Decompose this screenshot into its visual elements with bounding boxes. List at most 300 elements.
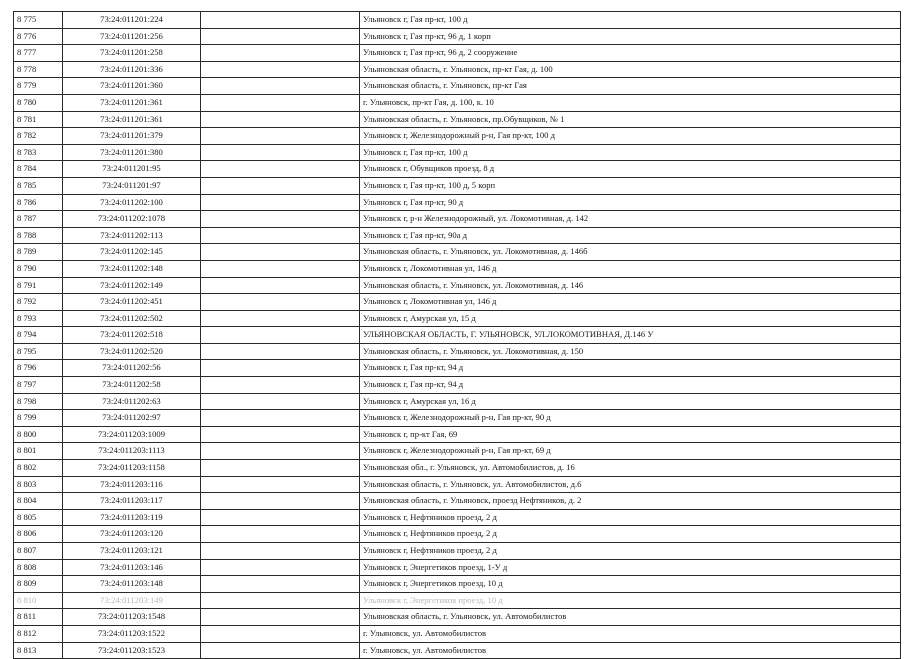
row-number-cell <box>14 61 63 78</box>
row-number-cell-text: 8 795 <box>17 345 37 356</box>
cadastral-number-cell <box>63 294 201 311</box>
cadastral-number-cell <box>63 260 201 277</box>
cadastral-number-cell-text: 73:24:011203:149 <box>100 594 163 605</box>
row-number-cell-text: 8 808 <box>17 561 37 572</box>
address-cell-text: Ульяновск г, Железнодорожный р-н, Гая пр-кт, 69 д <box>363 445 551 456</box>
row-number-cell <box>14 28 63 45</box>
address-cell-text: Ульяновск г, р-н Железнодорожный, ул. Локомотивная, д. 142 <box>363 213 589 224</box>
row-number-cell-text: 8 782 <box>17 130 37 141</box>
address-cell-text: Ульяновская область, г. Ульяновск, ул. Автомобилистов, д.6 <box>363 478 582 489</box>
cadastral-number-cell-text: 73:24:011202:58 <box>102 379 161 390</box>
cadastral-number-cell <box>63 393 201 410</box>
address-cell-text: Ульяновск г, Локомотивная ул, 146 д <box>363 296 497 307</box>
address-cell-text: г. Ульяновск, ул. Автомобилистов <box>363 644 487 655</box>
cadastral-number-cell <box>63 576 201 593</box>
cadastral-number-cell <box>63 410 201 427</box>
address-cell-text: Ульяновск г, Энергетиков проезд, 10 д <box>363 594 503 605</box>
cadastral-number-cell-text: 73:24:011202:148 <box>100 262 163 273</box>
address-cell <box>360 28 901 45</box>
row-number-cell <box>14 526 63 543</box>
row-number-cell <box>14 343 63 360</box>
row-number-cell <box>14 78 63 95</box>
cadastral-number-cell-text: 73:24:011203:1113 <box>98 445 165 456</box>
address-cell-text: Ульяновск г, Гая пр-кт, 96 д, 2 сооружение <box>363 47 518 58</box>
cadastral-number-cell <box>63 360 201 377</box>
cadastral-number-cell <box>63 161 201 178</box>
row-number-cell <box>14 543 63 560</box>
row-number-cell <box>14 642 63 659</box>
table-row <box>14 476 901 493</box>
address-cell <box>360 327 901 344</box>
address-cell-text: Ульяновск г, Гая пр-кт, 96 д, 1 корп <box>363 30 491 41</box>
note-cell <box>201 592 360 609</box>
row-number-cell <box>14 12 63 29</box>
note-cell <box>201 78 360 95</box>
note-cell <box>201 509 360 526</box>
table-row <box>14 360 901 377</box>
row-number-cell <box>14 509 63 526</box>
address-cell <box>360 244 901 261</box>
address-cell-text: Ульяновск г, Гая пр-кт, 90 д <box>363 196 464 207</box>
address-cell-text: Ульяновск г, Нефтяников проезд, 2 д <box>363 511 497 522</box>
cadastral-number-cell-text: 73:24:011203:121 <box>100 545 163 555</box>
address-cell <box>360 592 901 609</box>
row-number-cell-text: 8 775 <box>17 14 37 24</box>
row-number-cell-text: 8 788 <box>17 229 37 240</box>
address-cell <box>360 12 901 29</box>
row-number-cell <box>14 476 63 493</box>
cadastral-number-cell <box>63 493 201 510</box>
note-cell <box>201 310 360 327</box>
row-number-cell-text: 8 797 <box>17 379 37 390</box>
note-cell <box>201 476 360 493</box>
cadastral-number-cell <box>63 128 201 145</box>
cadastral-number-cell-text: 73:24:011203:116 <box>100 478 163 489</box>
table-row <box>14 194 901 211</box>
row-number-cell <box>14 161 63 178</box>
row-number-cell <box>14 111 63 128</box>
table-row <box>14 128 901 145</box>
cadastral-number-cell-text: 73:24:011202:1078 <box>98 213 165 224</box>
cadastral-number-cell <box>63 12 201 29</box>
cadastral-number-cell <box>63 177 201 194</box>
table-row <box>14 78 901 95</box>
table-row <box>14 244 901 261</box>
address-cell-text: Ульяновская область, г. Ульяновск, пр-кт Гая, д. 100 <box>363 63 553 74</box>
table-row <box>14 61 901 78</box>
note-cell <box>201 294 360 311</box>
row-number-cell-text: 8 777 <box>17 47 37 58</box>
cadastral-number-cell-text: 73:24:011202:113 <box>100 229 163 240</box>
table-row <box>14 393 901 410</box>
cadastral-number-cell <box>63 443 201 460</box>
address-cell <box>360 393 901 410</box>
row-number-cell <box>14 144 63 161</box>
address-cell-text: Ульяновск г, Амурская ул, 16 д <box>363 395 476 406</box>
cadastral-number-cell <box>63 526 201 543</box>
cadastral-number-cell <box>63 327 201 344</box>
table-row <box>14 460 901 477</box>
table-row <box>14 45 901 62</box>
registry-table <box>13 11 901 659</box>
row-number-cell-text: 8 813 <box>17 644 37 655</box>
row-number-cell <box>14 493 63 510</box>
cadastral-number-cell-text: 73:24:011202:63 <box>102 395 161 406</box>
note-cell <box>201 111 360 128</box>
note-cell <box>201 576 360 593</box>
note-cell <box>201 211 360 228</box>
address-cell <box>360 61 901 78</box>
cadastral-number-cell <box>63 543 201 560</box>
row-number-cell-text: 8 812 <box>17 627 37 638</box>
table-row <box>14 161 901 178</box>
address-cell-text: Ульяновская область, г. Ульяновск, пр-кт Гая <box>363 80 527 91</box>
table-row <box>14 410 901 427</box>
row-number-cell <box>14 310 63 327</box>
table-row <box>14 343 901 360</box>
cadastral-number-cell-text: 73:24:011203:117 <box>100 495 163 506</box>
row-number-cell-text: 8 786 <box>17 196 37 207</box>
note-cell <box>201 128 360 145</box>
row-number-cell-text: 8 776 <box>17 30 37 41</box>
address-cell <box>360 277 901 294</box>
address-cell <box>360 526 901 543</box>
note-cell <box>201 343 360 360</box>
address-cell-text: Ульяновск г, Железнодорожный р-н, Гая пр-кт, 100 д <box>363 130 555 141</box>
note-cell <box>201 543 360 560</box>
cadastral-number-cell <box>63 227 201 244</box>
note-cell <box>201 526 360 543</box>
table-row <box>14 426 901 443</box>
row-number-cell-text: 8 810 <box>17 594 37 605</box>
address-cell-text: Ульяновск г, Гая пр-кт, 100 д <box>363 146 468 157</box>
cadastral-number-cell <box>63 78 201 95</box>
cadastral-number-cell-text: 73:24:011201:97 <box>102 179 161 190</box>
cadastral-number-cell-text: 73:24:011203:1522 <box>98 627 165 638</box>
address-cell-text: Ульяновск г, Обувщиков проезд, 8 д <box>363 163 495 174</box>
note-cell <box>201 161 360 178</box>
table-row <box>14 94 901 111</box>
note-cell <box>201 144 360 161</box>
note-cell <box>201 277 360 294</box>
note-cell <box>201 194 360 211</box>
cadastral-number-cell-text: 73:24:011201:380 <box>100 146 163 157</box>
address-cell <box>360 509 901 526</box>
row-number-cell-text: 8 783 <box>17 146 37 157</box>
address-cell-text: Ульяновская область, г. Ульяновск, ул. Локомотивная, д. 150 <box>363 345 584 356</box>
row-number-cell-text: 8 781 <box>17 113 37 124</box>
row-number-cell-text: 8 800 <box>17 428 37 439</box>
address-cell <box>360 78 901 95</box>
note-cell <box>201 28 360 45</box>
cadastral-number-cell-text: 73:24:011203:1548 <box>98 611 165 622</box>
note-cell <box>201 393 360 410</box>
table-row <box>14 144 901 161</box>
row-number-cell-text: 8 784 <box>17 163 37 174</box>
row-number-cell <box>14 227 63 244</box>
address-cell-text: г. Ульяновск, пр-кт Гая, д. 100, к. 10 <box>363 96 494 107</box>
table-row <box>14 443 901 460</box>
cadastral-number-cell <box>63 277 201 294</box>
address-cell-text: Ульяновск г, Нефтяников проезд, 2 д <box>363 545 497 555</box>
table-row <box>14 177 901 194</box>
note-cell <box>201 410 360 427</box>
note-cell <box>201 61 360 78</box>
note-cell <box>201 244 360 261</box>
cadastral-number-cell-text: 73:24:011203:146 <box>100 561 163 572</box>
cadastral-number-cell <box>63 592 201 609</box>
row-number-cell <box>14 592 63 609</box>
address-cell-text: г. Ульяновск, ул. Автомобилистов <box>363 627 487 638</box>
address-cell <box>360 161 901 178</box>
cadastral-number-cell <box>63 28 201 45</box>
table-row <box>14 543 901 560</box>
table-row <box>14 327 901 344</box>
address-cell <box>360 211 901 228</box>
table-row <box>14 294 901 311</box>
address-cell <box>360 426 901 443</box>
address-cell-text: Ульяновск г, Гая пр-кт, 100 д <box>363 14 468 24</box>
row-number-cell-text: 8 790 <box>17 262 37 273</box>
address-cell <box>360 493 901 510</box>
cadastral-number-cell-text: 73:24:011203:148 <box>100 578 163 589</box>
cadastral-number-cell-text: 73:24:011201:336 <box>100 63 163 74</box>
row-number-cell <box>14 559 63 576</box>
cadastral-number-cell <box>63 609 201 626</box>
address-cell <box>360 543 901 560</box>
row-number-cell-text: 8 792 <box>17 296 37 307</box>
address-cell <box>360 294 901 311</box>
row-number-cell-text: 8 796 <box>17 362 37 373</box>
address-cell <box>360 410 901 427</box>
note-cell <box>201 377 360 394</box>
address-cell-text: Ульяновск г, Энергетиков проезд, 1-У д <box>363 561 508 572</box>
cadastral-number-cell-text: 73:24:011202:520 <box>100 345 163 356</box>
registry-table-body <box>14 12 901 659</box>
cadastral-number-cell <box>63 460 201 477</box>
note-cell <box>201 327 360 344</box>
cadastral-number-cell <box>63 559 201 576</box>
row-number-cell-text: 8 802 <box>17 462 37 473</box>
row-number-cell-text: 8 804 <box>17 495 37 506</box>
table-row <box>14 12 901 29</box>
cadastral-number-cell-text: 73:24:011202:149 <box>100 279 163 290</box>
note-cell <box>201 12 360 29</box>
row-number-cell-text: 8 780 <box>17 96 37 107</box>
row-number-cell-text: 8 806 <box>17 528 37 539</box>
address-cell <box>360 476 901 493</box>
cadastral-number-cell <box>63 642 201 659</box>
address-cell <box>360 94 901 111</box>
cadastral-number-cell-text: 73:24:011203:1523 <box>98 644 165 655</box>
row-number-cell <box>14 393 63 410</box>
address-cell-text: Ульяновск г, Гая пр-кт, 94 д <box>363 379 464 390</box>
row-number-cell <box>14 576 63 593</box>
table-row <box>14 377 901 394</box>
address-cell <box>360 227 901 244</box>
cadastral-number-cell-text: 73:24:011203:120 <box>100 528 163 539</box>
cadastral-number-cell <box>63 509 201 526</box>
note-cell <box>201 94 360 111</box>
row-number-cell-text: 8 799 <box>17 412 37 423</box>
table-row <box>14 211 901 228</box>
cadastral-number-cell-text: 73:24:011202:502 <box>100 312 163 323</box>
cadastral-number-cell-text: 73:24:011201:361 <box>100 96 163 107</box>
address-cell-text: Ульяновск г, Амурская ул, 15 д <box>363 312 476 323</box>
row-number-cell-text: 8 798 <box>17 395 37 406</box>
row-number-cell <box>14 410 63 427</box>
cadastral-number-cell <box>63 377 201 394</box>
row-number-cell-text: 8 791 <box>17 279 37 290</box>
row-number-cell <box>14 377 63 394</box>
address-cell-text: Ульяновск г, Железнодорожный р-н, Гая пр-кт, 90 д <box>363 412 551 423</box>
row-number-cell <box>14 426 63 443</box>
table-row <box>14 227 901 244</box>
row-number-cell-text: 8 778 <box>17 63 37 74</box>
row-number-cell-text: 8 807 <box>17 545 37 555</box>
cadastral-number-cell <box>63 144 201 161</box>
table-row <box>14 111 901 128</box>
address-cell <box>360 111 901 128</box>
address-cell <box>360 45 901 62</box>
cadastral-number-cell-text: 73:24:011203:1009 <box>98 428 165 439</box>
cadastral-number-cell-text: 73:24:011202:56 <box>102 362 161 373</box>
address-cell-text: Ульяновская область, г. Ульяновск, ул. Автомобилистов <box>363 611 567 622</box>
cadastral-number-cell-text: 73:24:011201:361 <box>100 113 163 124</box>
registry-sheet <box>13 11 893 659</box>
table-row <box>14 592 901 609</box>
address-cell-text: Ульяновск г, Локомотивная ул, 146 д <box>363 262 497 273</box>
note-cell <box>201 493 360 510</box>
table-row <box>14 609 901 626</box>
row-number-cell <box>14 360 63 377</box>
table-row <box>14 509 901 526</box>
row-number-cell-text: 8 801 <box>17 445 37 456</box>
cadastral-number-cell-text: 73:24:011201:360 <box>100 80 163 91</box>
table-row <box>14 493 901 510</box>
row-number-cell <box>14 327 63 344</box>
address-cell-text: Ульяновск г, Гая пр-кт, 100 д, 5 корп <box>363 179 496 190</box>
address-cell-text: Ульяновская область, г. Ульяновск, пр.Обувщиков, № 1 <box>363 113 565 124</box>
cadastral-number-cell <box>63 94 201 111</box>
cadastral-number-cell-text: 73:24:011202:97 <box>102 412 161 423</box>
table-row <box>14 277 901 294</box>
cadastral-number-cell <box>63 310 201 327</box>
cadastral-number-cell <box>63 343 201 360</box>
table-row <box>14 576 901 593</box>
table-row <box>14 260 901 277</box>
row-number-cell <box>14 609 63 626</box>
table-row <box>14 642 901 659</box>
row-number-cell <box>14 45 63 62</box>
address-cell-text: УЛЬЯНОВСКАЯ ОБЛАСТЬ, Г. УЛЬЯНОВСК, УЛ.ЛОКОМОТИВНАЯ, Д.146 У <box>363 329 654 340</box>
address-cell-text: Ульяновская область, г. Ульяновск, ул. Локомотивная, д. 146 <box>363 279 584 290</box>
cadastral-number-cell-text: 73:24:011202:100 <box>100 196 163 207</box>
row-number-cell <box>14 460 63 477</box>
table-row <box>14 310 901 327</box>
cadastral-number-cell-text: 73:24:011201:258 <box>100 47 163 58</box>
address-cell <box>360 260 901 277</box>
note-cell <box>201 642 360 659</box>
note-cell <box>201 177 360 194</box>
table-row <box>14 28 901 45</box>
note-cell <box>201 460 360 477</box>
address-cell <box>360 177 901 194</box>
row-number-cell <box>14 443 63 460</box>
row-number-cell-text: 8 789 <box>17 246 37 257</box>
address-cell-text: Ульяновская область, г. Ульяновск, проезд Нефтяников, д. 2 <box>363 495 582 506</box>
row-number-cell <box>14 194 63 211</box>
cadastral-number-cell <box>63 476 201 493</box>
note-cell <box>201 227 360 244</box>
cadastral-number-cell <box>63 194 201 211</box>
address-cell <box>360 310 901 327</box>
row-number-cell-text: 8 805 <box>17 511 37 522</box>
address-cell <box>360 128 901 145</box>
row-number-cell-text: 8 811 <box>17 611 37 622</box>
row-number-cell-text: 8 779 <box>17 80 37 91</box>
note-cell <box>201 443 360 460</box>
address-cell <box>360 144 901 161</box>
row-number-cell-text: 8 809 <box>17 578 37 589</box>
cadastral-number-cell <box>63 61 201 78</box>
note-cell <box>201 559 360 576</box>
cadastral-number-cell-text: 73:24:011202:145 <box>100 246 163 257</box>
cadastral-number-cell <box>63 244 201 261</box>
address-cell-text: Ульяновск г, Гая пр-кт, 94 д <box>363 362 464 373</box>
row-number-cell-text: 8 794 <box>17 329 37 340</box>
cadastral-number-cell-text: 73:24:011202:451 <box>100 296 163 307</box>
cadastral-number-cell-text: 73:24:011203:119 <box>100 511 163 522</box>
address-cell <box>360 559 901 576</box>
address-cell-text: Ульяновск г, пр-кт Гая, 69 <box>363 428 458 439</box>
address-cell <box>360 642 901 659</box>
table-row <box>14 526 901 543</box>
note-cell <box>201 426 360 443</box>
address-cell <box>360 443 901 460</box>
cadastral-number-cell <box>63 426 201 443</box>
cadastral-number-cell <box>63 111 201 128</box>
address-cell <box>360 343 901 360</box>
address-cell-text: Ульяновская область, г. Ульяновск, ул. Локомотивная, д. 146б <box>363 246 588 257</box>
address-cell <box>360 194 901 211</box>
cadastral-number-cell-text: 73:24:011201:379 <box>100 130 163 141</box>
address-cell-text: Ульяновская обл., г. Ульяновск, ул. Автомобилистов, д. 16 <box>363 462 575 473</box>
address-cell <box>360 576 901 593</box>
row-number-cell <box>14 277 63 294</box>
row-number-cell <box>14 294 63 311</box>
address-cell <box>360 609 901 626</box>
row-number-cell <box>14 260 63 277</box>
note-cell <box>201 260 360 277</box>
note-cell <box>201 45 360 62</box>
row-number-cell <box>14 211 63 228</box>
address-cell-text: Ульяновск г, Нефтяников проезд, 2 д <box>363 528 497 539</box>
cadastral-number-cell-text: 73:24:011202:518 <box>100 329 163 340</box>
address-cell-text: Ульяновск г, Энергетиков проезд, 10 д <box>363 578 503 589</box>
note-cell <box>201 609 360 626</box>
table-row <box>14 559 901 576</box>
row-number-cell <box>14 94 63 111</box>
cadastral-number-cell <box>63 211 201 228</box>
row-number-cell <box>14 177 63 194</box>
address-cell <box>360 377 901 394</box>
row-number-cell-text: 8 803 <box>17 478 37 489</box>
cadastral-number-cell <box>63 45 201 62</box>
address-cell <box>360 360 901 377</box>
note-cell <box>201 360 360 377</box>
cadastral-number-cell-text: 73:24:011201:224 <box>100 14 163 24</box>
